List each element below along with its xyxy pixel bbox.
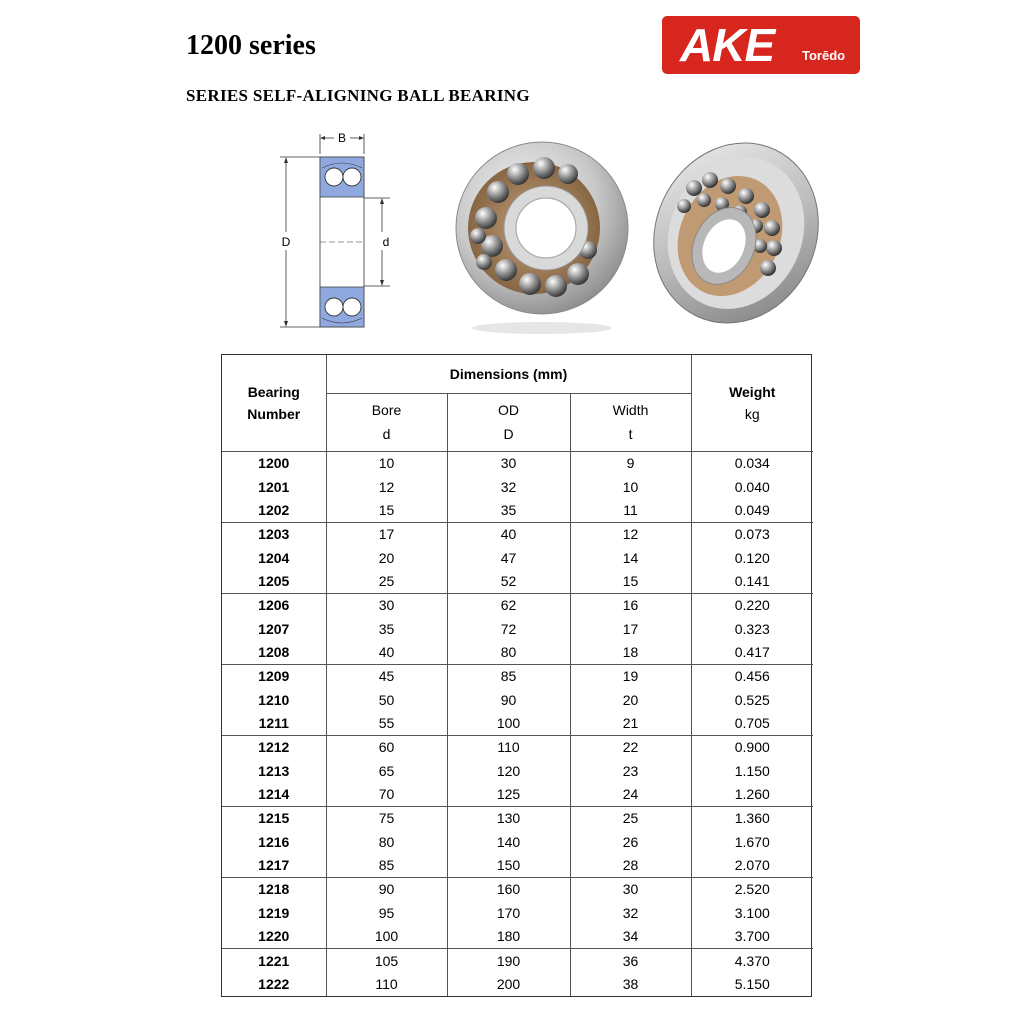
- width-cell: 22: [570, 735, 691, 759]
- bore-cell: 60: [326, 735, 447, 759]
- table-row: [222, 498, 813, 522]
- bore-cell: 85: [326, 854, 447, 878]
- width-cell: 38: [570, 972, 691, 996]
- od-cell: 125: [447, 783, 570, 807]
- weight-cell: 0.525: [734, 691, 770, 708]
- bore-cell: 90: [326, 877, 447, 901]
- weight-cell: 1.260: [691, 783, 813, 807]
- bore-cell: 80: [326, 830, 447, 854]
- od-cell: 52: [447, 569, 570, 593]
- od-cell: 140: [447, 830, 570, 854]
- od-cell: 170: [447, 901, 570, 925]
- width-cell: 16: [570, 593, 691, 617]
- width-cell: 10: [570, 475, 691, 499]
- weight-cell: 0.456: [734, 668, 770, 685]
- bore-cell: 65: [326, 759, 447, 783]
- od-cell: 72: [447, 617, 570, 641]
- bearing-number-cell: 1207: [222, 617, 326, 641]
- weight-cell: 0.049: [691, 498, 813, 522]
- bearing-number-cell: 1221: [222, 948, 326, 972]
- weight-cell: 0.120: [734, 549, 770, 566]
- weight-cell: 0.073: [734, 526, 770, 543]
- weight-cell: 2.520: [734, 881, 770, 898]
- page-subtitle: SERIES SELF-ALIGNING BALL BEARING: [186, 86, 530, 105]
- bearing-number-cell: 1216: [222, 830, 326, 854]
- bearing-number-cell: 1219: [222, 901, 326, 925]
- width-cell: 23: [570, 759, 691, 783]
- weight-cell: 0.220: [734, 597, 770, 614]
- od-cell: 180: [447, 925, 570, 949]
- width-cell: 21: [570, 712, 691, 736]
- bearing-number-cell: 1215: [222, 806, 326, 830]
- table-row: [222, 854, 813, 878]
- table-row: [222, 641, 813, 665]
- width-cell: 26: [570, 830, 691, 854]
- od-cell: 35: [447, 498, 570, 522]
- bore-cell: 105: [326, 948, 447, 972]
- page-title: 1200 series: [186, 30, 316, 61]
- od-cell: 30: [447, 451, 570, 475]
- od-cell: 80: [447, 641, 570, 665]
- width-cell: 20: [570, 688, 691, 712]
- bearing-number-cell: 1213: [222, 759, 326, 783]
- bore-cell: 45: [326, 664, 447, 688]
- bore-cell: 30: [326, 593, 447, 617]
- width-cell: 9: [570, 451, 691, 475]
- table-row: [222, 569, 813, 593]
- width-cell: 30: [570, 877, 691, 901]
- weight-cell: 0.040: [734, 478, 770, 495]
- bearing-number-cell: 1217: [222, 854, 326, 878]
- table-row: [222, 925, 813, 949]
- bore-cell: 15: [326, 498, 447, 522]
- width-cell: 34: [570, 925, 691, 949]
- bearing-number-cell: 1210: [222, 688, 326, 712]
- od-cell: 200: [447, 972, 570, 996]
- weight-cell: 0.900: [734, 739, 770, 756]
- width-cell: 12: [570, 522, 691, 546]
- table-row: [222, 451, 813, 475]
- table-row: [222, 617, 813, 641]
- table-row: [222, 830, 813, 854]
- weight-cell: 0.705: [691, 712, 813, 736]
- weight-cell: 5.150: [734, 976, 770, 993]
- od-cell: 62: [447, 593, 570, 617]
- bearing-number-cell: 1206: [222, 593, 326, 617]
- bore-cell: 70: [326, 783, 447, 807]
- width-cell: 36: [570, 948, 691, 972]
- od-cell: 100: [447, 712, 570, 736]
- header-weight: Weight kg: [691, 355, 813, 451]
- bore-cell: 100: [326, 925, 447, 949]
- header-dimensions: Dimensions (mm): [326, 355, 691, 393]
- bearing-number-cell: 1208: [222, 641, 326, 665]
- width-cell: 15: [570, 569, 691, 593]
- label-big-d: D: [281, 235, 291, 249]
- width-cell: 24: [570, 783, 691, 807]
- bearing-photo-angled: [644, 128, 828, 338]
- od-cell: 47: [447, 546, 570, 570]
- od-cell: 90: [447, 688, 570, 712]
- header-bearing-number: Bearing Number: [222, 355, 326, 451]
- table-row: [222, 688, 813, 712]
- bore-cell: 10: [326, 451, 447, 475]
- brand-logo: [662, 16, 860, 74]
- bore-cell: 25: [326, 569, 447, 593]
- table-row: [222, 735, 813, 759]
- od-cell: 190: [447, 948, 570, 972]
- table-row: [222, 877, 813, 901]
- od-cell: 85: [447, 664, 570, 688]
- weight-cell: 0.034: [734, 455, 770, 472]
- bearing-cross-section-diagram: [272, 128, 412, 338]
- bearing-number-cell: 1211: [222, 712, 326, 736]
- spec-table-body: [222, 451, 813, 996]
- logo-main-text: AKE: [680, 19, 775, 71]
- bearing-number-cell: 1202: [222, 498, 326, 522]
- od-cell: 40: [447, 522, 570, 546]
- table-row: [222, 948, 813, 972]
- bearing-number-cell: 1203: [222, 522, 326, 546]
- od-cell: 110: [447, 735, 570, 759]
- weight-cell: 1.360: [734, 810, 770, 827]
- bore-cell: 50: [326, 688, 447, 712]
- bearing-number-cell: 1200: [222, 451, 326, 475]
- table-row: [222, 783, 813, 807]
- table-row: [222, 593, 813, 617]
- bore-cell: 40: [326, 641, 447, 665]
- od-cell: 150: [447, 854, 570, 878]
- bearing-number-cell: 1218: [222, 877, 326, 901]
- bore-cell: 35: [326, 617, 447, 641]
- bearing-number-cell: 1205: [222, 569, 326, 593]
- table-row: [222, 522, 813, 546]
- table-row: [222, 972, 813, 996]
- table-row: [222, 901, 813, 925]
- bearing-number-cell: 1212: [222, 735, 326, 759]
- label-b: B: [337, 131, 347, 145]
- bearing-number-cell: 1222: [222, 972, 326, 996]
- od-cell: 130: [447, 806, 570, 830]
- weight-cell: 4.370: [734, 952, 770, 969]
- weight-cell: 0.141: [691, 569, 813, 593]
- header-bore: Bore d: [326, 393, 447, 451]
- table-row: [222, 759, 813, 783]
- header-od: OD D: [447, 393, 570, 451]
- weight-cell: 2.070: [691, 854, 813, 878]
- bore-cell: 12: [326, 475, 447, 499]
- weight-cell: 3.700: [691, 925, 813, 949]
- width-cell: 18: [570, 641, 691, 665]
- table-row: [222, 806, 813, 830]
- weight-cell: 0.417: [691, 641, 813, 665]
- table-row: [222, 712, 813, 736]
- label-small-d: d: [382, 235, 390, 249]
- width-cell: 11: [570, 498, 691, 522]
- width-cell: 28: [570, 854, 691, 878]
- width-cell: 19: [570, 664, 691, 688]
- width-cell: 32: [570, 901, 691, 925]
- spec-table: [221, 354, 812, 997]
- bearing-number-cell: 1214: [222, 783, 326, 807]
- bore-cell: 95: [326, 901, 447, 925]
- od-cell: 160: [447, 877, 570, 901]
- bore-cell: 75: [326, 806, 447, 830]
- weight-cell: 1.670: [734, 833, 770, 850]
- od-cell: 32: [447, 475, 570, 499]
- table-row: [222, 664, 813, 688]
- width-cell: 14: [570, 546, 691, 570]
- bearing-number-cell: 1220: [222, 925, 326, 949]
- bearing-number-cell: 1209: [222, 664, 326, 688]
- bearing-number-cell: 1201: [222, 475, 326, 499]
- weight-cell: 1.150: [734, 762, 770, 779]
- width-cell: 17: [570, 617, 691, 641]
- bearing-number-cell: 1204: [222, 546, 326, 570]
- bore-cell: 110: [326, 972, 447, 996]
- weight-cell: 3.100: [734, 904, 770, 921]
- table-row: [222, 475, 813, 499]
- weight-cell: 0.323: [734, 620, 770, 637]
- od-cell: 120: [447, 759, 570, 783]
- header-width: Width t: [570, 393, 691, 451]
- bore-cell: 20: [326, 546, 447, 570]
- bearing-photo-front: [448, 128, 634, 338]
- table-row: [222, 546, 813, 570]
- bore-cell: 55: [326, 712, 447, 736]
- bore-cell: 17: [326, 522, 447, 546]
- width-cell: 25: [570, 806, 691, 830]
- logo-sub-text: Torēdo: [802, 48, 846, 63]
